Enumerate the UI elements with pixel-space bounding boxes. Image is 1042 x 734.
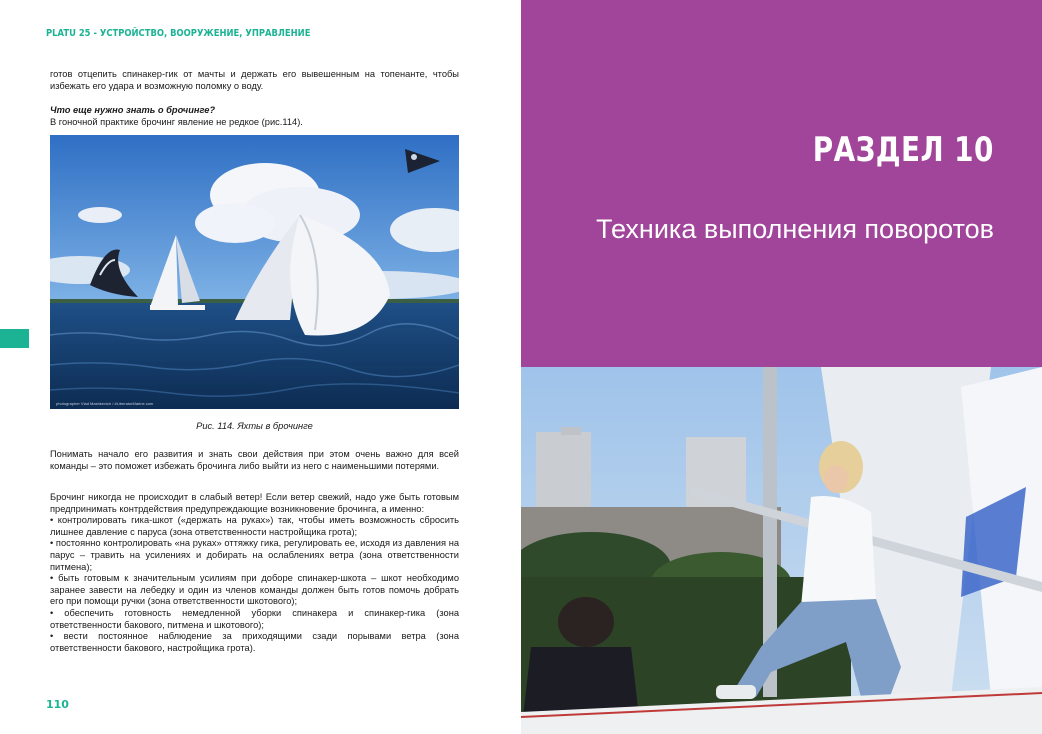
photo-credit: photographer Vlad Mashkevich / #LiberatorMarine.com bbox=[56, 401, 154, 406]
question-heading: Что еще нужно знать о брочинге? bbox=[50, 105, 216, 115]
paragraph-2 bbox=[50, 492, 459, 654]
figure-caption: Рис. 114. Яхты в брочинге bbox=[196, 421, 313, 431]
paragraph-1: Понимать начало его развития и знать свои действия при этом очень важно для всей команды – это поможет избежать брочинга либо выйти из него с наименьшими потерями. bbox=[50, 449, 459, 471]
right-page bbox=[521, 0, 1042, 734]
intro-paragraph: готов отцепить спинакер-гик от мачты и держать его вывешенным на топенанте, чтобы избежать его удара и возможную поломку о воду. bbox=[50, 69, 459, 91]
question-text: В гоночной практике брочинг явление не редкое (рис.114). bbox=[50, 116, 303, 127]
section-banner bbox=[521, 0, 1042, 367]
list-item: • обеспечить готовность немедленной уборки спинакера и спинакер-гика (зона ответственности бакового, питмена и шкотового); bbox=[50, 607, 459, 630]
crew-on-yacht-photo bbox=[521, 367, 1042, 734]
page-number: 110 bbox=[46, 698, 69, 711]
broaching-yachts-photo bbox=[50, 135, 459, 409]
section-title: РАЗДЕЛ 10 bbox=[812, 130, 994, 170]
list-item: • быть готовым к значительным усилиям при доборе спинакер-шкота – шкот необходимо заранее завести на лебедку и один из членов команды должен быть готов помочь добрать его при помощи ручки (зона ответственности шкотового); bbox=[50, 573, 459, 607]
running-header: PLATU 25 - УСТРОЙСТВО, ВООРУЖЕНИЕ, УПРАВЛЕНИЕ bbox=[46, 28, 311, 39]
paragraph-2-intro: Брочинг никогда не происходит в слабый ветер! Если ветер свежий, надо уже быть готовым предпринимать контрдействия предупреждающие возникновение брочинга, а именно: bbox=[50, 492, 459, 514]
list-item: • контролировать гика-шкот («держать на руках») так, чтобы иметь возможность сбросить лишнее давление с паруса (зона ответственности настройщика грота); bbox=[50, 515, 459, 537]
list-item: • вести постоянное наблюдение за приходящими сзади порывами ветра (зона ответственности бакового, настройщика грота). bbox=[50, 631, 459, 653]
section-subtitle: Техника выполнения поворотов bbox=[596, 214, 994, 244]
question-block bbox=[50, 105, 459, 128]
section-tab-marker bbox=[0, 329, 29, 348]
list-item: • постоянно контролировать «на руках» оттяжку гика, регулировать ее, исходя из давления на парус – травить на усилениях и добирать на ослаблениях ветра (зона ответственности питмена); bbox=[50, 538, 459, 572]
